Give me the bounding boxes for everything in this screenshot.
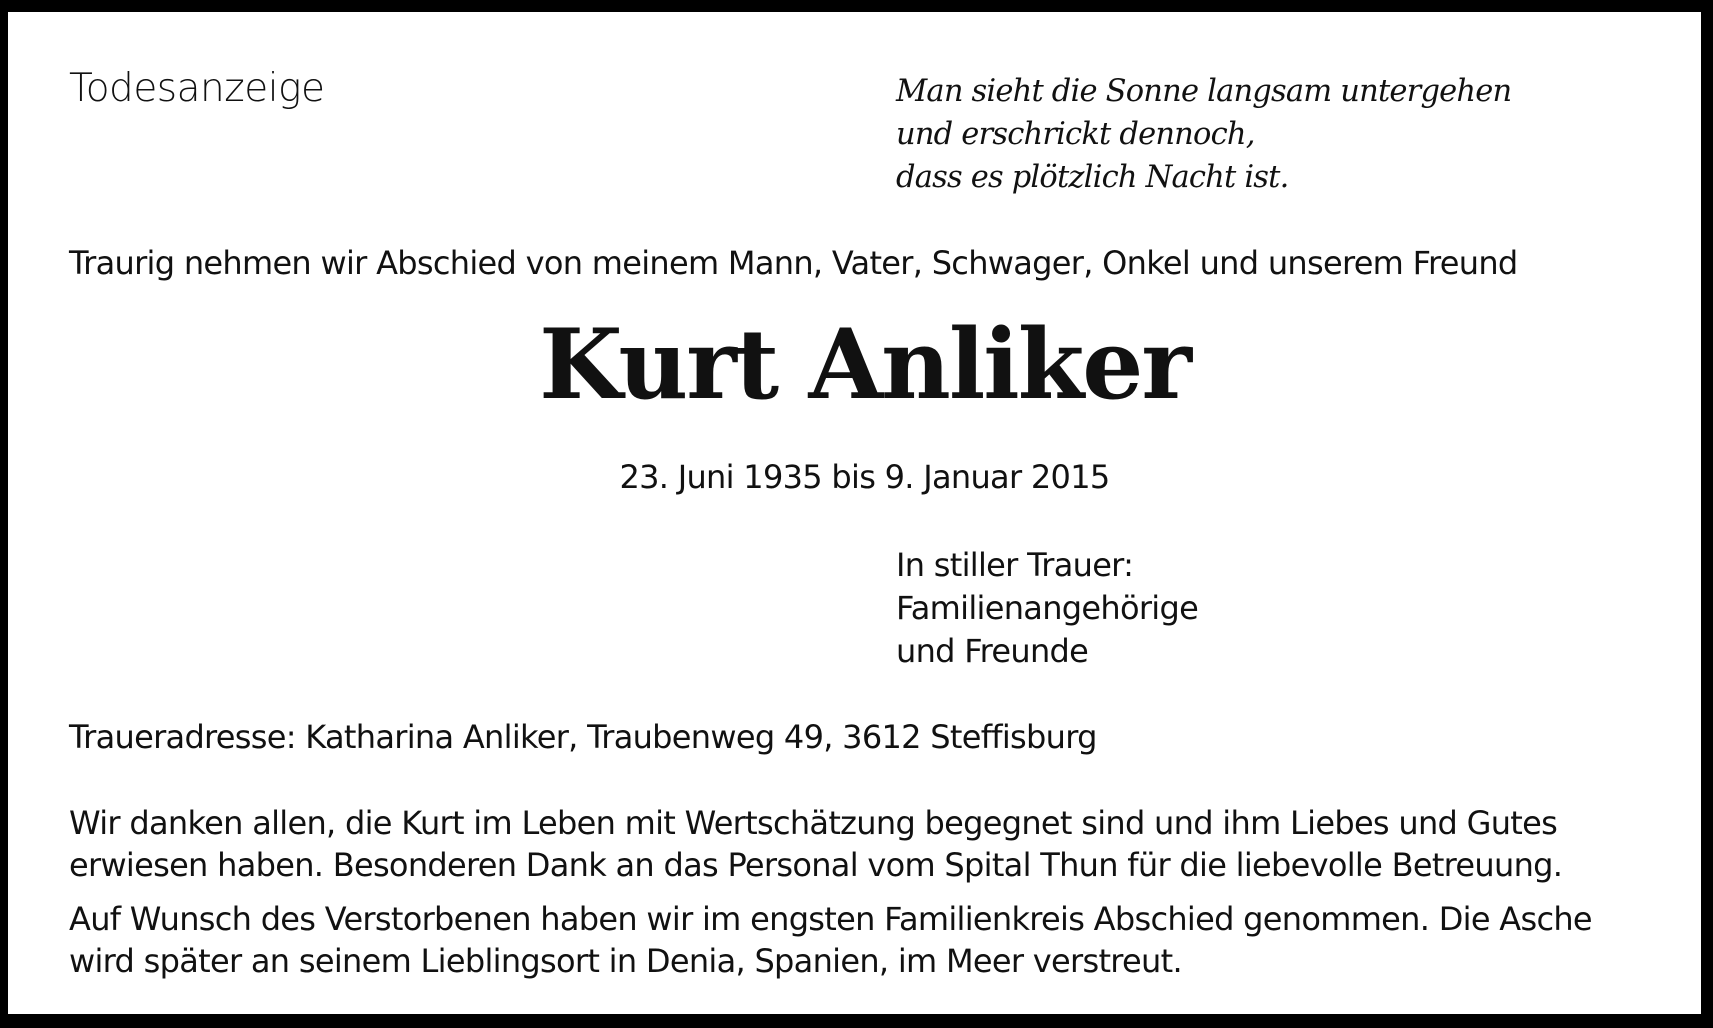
farewell-paragraph: Auf Wunsch des Verstorbenen haben wir im engsten Familienkreis Abschied genommen. Die Asche wird später an seinem Lieblingsort in Denia, Spanien, im Meer verstreut. — [69, 900, 1592, 980]
motto-line: Man sieht die Sonne langsam untergehen — [896, 74, 1512, 109]
mourning-address: Traueradresse: Katharina Anliker, Traubenweg 49, 3612 Steffisburg — [69, 718, 1097, 756]
life-dates: 23. Juni 1935 bis 9. Januar 2015 — [619, 458, 1110, 496]
deceased-name: Kurt Anliker — [539, 308, 1190, 421]
intro-text: Traurig nehmen wir Abschied von meinem Mann, Vater, Schwager, Onkel und unserem Freund — [69, 244, 1518, 282]
mourners-line: Familienangehörige — [896, 589, 1199, 627]
thanks-paragraph: Wir danken allen, die Kurt im Leben mit Wertschätzung begegnet sind und ihm Liebes und Gutes erwiesen haben. Besonderen Dank an das Personal vom Spital Thun für die liebevolle Betreuung. — [69, 804, 1563, 884]
motto-line: dass es plötzlich Nacht ist. — [896, 160, 1289, 195]
mourners-line: und Freunde — [896, 632, 1089, 670]
notice-type-label: Todesanzeige — [69, 66, 325, 111]
mourners-line: In stiller Trauer: — [896, 546, 1134, 584]
motto-quote — [896, 70, 1511, 199]
motto-line: und erschrickt dennoch, — [896, 117, 1255, 152]
mourners-block — [896, 544, 1198, 673]
